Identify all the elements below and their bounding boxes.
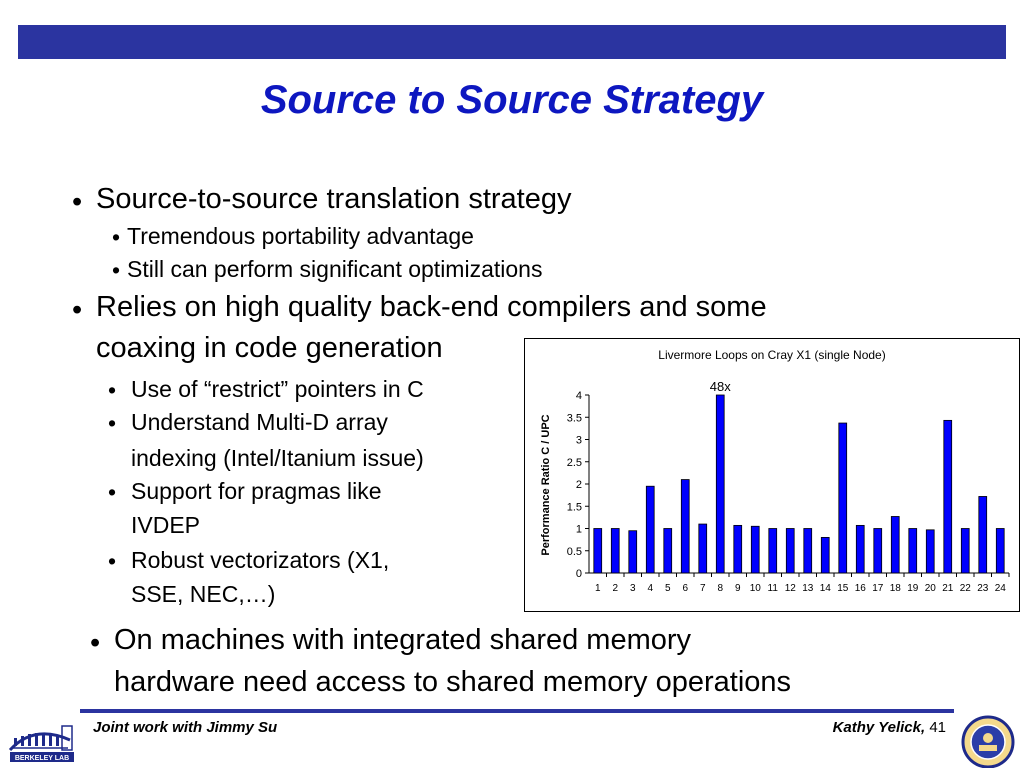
x-tick-label: 15	[837, 583, 849, 594]
x-tick-label: 11	[767, 583, 778, 594]
bullet-glyph: •	[90, 627, 101, 659]
footer-author: Kathy Yelick,	[832, 719, 926, 736]
bar-7	[699, 524, 707, 573]
x-tick-label: 22	[959, 583, 971, 594]
bar-16	[856, 525, 864, 573]
y-tick-label: 3	[575, 434, 582, 447]
bullet-restrict: Use of “restrict” pointers in C	[131, 376, 424, 402]
x-tick-label: 8	[717, 583, 724, 594]
bullet-glyph: •	[112, 257, 121, 283]
chart-svg	[525, 339, 1019, 611]
x-tick-label: 1	[594, 583, 601, 594]
bullet-optimizations: Still can perform significant optimizations	[127, 256, 543, 282]
x-tick-label: 24	[994, 583, 1006, 594]
x-tick-label: 12	[784, 583, 796, 594]
bar-11	[769, 529, 777, 574]
bar-12	[786, 529, 794, 574]
x-tick-label: 9	[734, 583, 741, 594]
bullet-shared-memory-line2: hardware need access to shared memory operations	[114, 666, 792, 698]
bar-23	[979, 496, 987, 573]
bar-9	[734, 525, 742, 573]
bullet-multid-line2: indexing (Intel/Itanium issue)	[131, 445, 424, 471]
y-tick-label: 3.5	[566, 412, 582, 425]
bullet-glyph: •	[108, 548, 117, 574]
bullet-backend-line1: Relies on high quality back-end compilers and some	[96, 291, 767, 323]
x-tick-label: 10	[749, 583, 761, 594]
bullet-multid-line1: Understand Multi-D array	[131, 409, 388, 435]
bar-24	[996, 529, 1004, 574]
slide-title: Source to Source Strategy	[260, 78, 764, 122]
y-tick-label: 0	[575, 568, 582, 580]
bar-3	[629, 531, 637, 573]
chart-y-axis-label: Performance Ratio C / UPC	[540, 414, 552, 556]
footer-credit: Joint work with Jimmy Su	[93, 719, 278, 736]
bullet-shared-memory-line1: On machines with integrated shared memory	[114, 624, 692, 656]
bullet-glyph: •	[108, 410, 117, 436]
bar-6	[681, 480, 689, 573]
y-tick-label: 0.5	[566, 545, 582, 558]
y-tick-label: 2	[575, 479, 582, 491]
livermore-chart	[524, 338, 1020, 612]
bullet-vectorizers-line1: Robust vectorizators (X1,	[131, 547, 390, 573]
bullet-glyph: •	[72, 186, 83, 218]
bullet-pragmas-line1: Support for pragmas like	[131, 478, 382, 504]
bullet-glyph: •	[108, 377, 117, 403]
bar-10	[751, 526, 759, 573]
x-tick-label: 21	[942, 583, 954, 594]
bar-20	[926, 530, 934, 573]
bullet-glyph: •	[72, 294, 83, 326]
y-tick-label: 4	[575, 390, 582, 402]
berkeley-lab-logo	[4, 714, 80, 766]
x-tick-label: 4	[647, 583, 654, 594]
bar-1	[594, 529, 602, 574]
x-tick-label: 19	[907, 583, 919, 594]
uc-seal-logo	[958, 714, 1018, 768]
bar-17	[874, 529, 882, 574]
x-tick-label: 5	[664, 583, 671, 594]
bar-4	[646, 486, 654, 573]
x-tick-label: 13	[802, 583, 814, 594]
y-tick-label: 2.5	[566, 456, 582, 469]
x-tick-label: 20	[924, 583, 936, 594]
bar-21	[944, 420, 952, 573]
bar-15	[839, 423, 847, 573]
x-tick-label: 17	[872, 583, 884, 594]
y-tick-label: 1.5	[566, 501, 582, 514]
bar-8	[716, 395, 724, 573]
x-tick-label: 16	[854, 583, 866, 594]
x-tick-label: 18	[889, 583, 901, 594]
bar-annotation: 48x	[709, 379, 731, 394]
y-tick-label: 1	[575, 523, 582, 536]
x-tick-label: 3	[629, 583, 636, 594]
bar-18	[891, 516, 899, 573]
bullet-source-to-source: Source-to-source translation strategy	[96, 183, 572, 215]
bullet-backend-line2: coaxing in code generation	[96, 332, 443, 364]
page-number: 41	[929, 719, 946, 736]
bar-5	[664, 529, 672, 574]
bar-14	[821, 537, 829, 573]
x-tick-label: 23	[977, 583, 989, 594]
footer-author-page	[833, 719, 946, 736]
x-tick-label: 7	[699, 583, 706, 594]
chart-title: Livermore Loops on Cray X1 (single Node)	[658, 348, 886, 362]
bullet-glyph: •	[108, 479, 117, 505]
bullet-pragmas-line2: IVDEP	[131, 512, 201, 538]
bar-22	[961, 529, 969, 574]
bullet-glyph: •	[112, 224, 121, 250]
bullet-vectorizers-line2: SSE, NEC,…)	[131, 581, 276, 607]
bar-2	[611, 529, 619, 574]
x-tick-label: 14	[819, 583, 831, 594]
footer-rule	[80, 709, 954, 713]
bar-19	[909, 529, 917, 574]
bullet-portability: Tremendous portability advantage	[127, 223, 474, 249]
logo-text: BERKELEY LAB	[14, 755, 70, 762]
x-tick-label: 6	[682, 583, 689, 594]
x-tick-label: 2	[612, 583, 619, 594]
top-banner	[18, 25, 1006, 59]
bar-13	[804, 529, 812, 574]
